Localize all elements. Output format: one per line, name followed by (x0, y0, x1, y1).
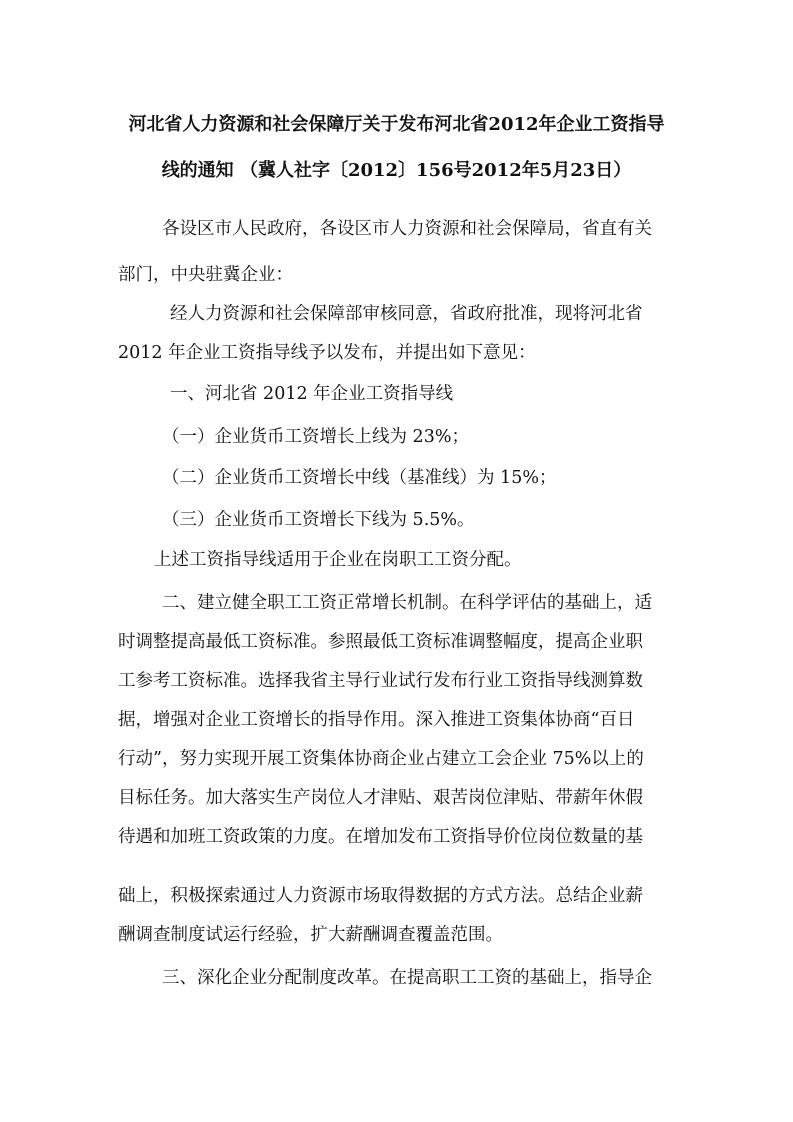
paragraph-line: 上述工资指导线适用于企业在岗职工工资分配。 (154, 550, 522, 570)
paragraph-line: 目标任务。加大落实生产岗位人才津贴、艰苦岗位津贴、带薪年休假 (118, 788, 643, 808)
paragraph-line: 础上，积极探索通过人力资源市场取得数据的方式方法。总结企业薪 (118, 886, 643, 906)
paragraph-line: 经人力资源和社会保障部审核同意，省政府批准，现将河北省 (170, 304, 643, 324)
paragraph-line: 待遇和加班工资政策的力度。在增加发布工资指导价位岗位数量的基 (118, 827, 643, 847)
paragraph-line: 二、建立健全职工工资正常增长机制。在科学评估的基础上，适 (162, 593, 652, 613)
paragraph-line: 行动”，努力实现开展工资集体协商企业占建立工会企业 75%以上的 (118, 749, 644, 769)
paragraph-line: 时调整提高最低工资标准。参照最低工资标准调整幅度，提高企业职 (118, 632, 643, 652)
document-title-line-2: 线的通知 （冀人社字〔2012〕156号2012年5月23日） (161, 160, 632, 181)
paragraph-line: 各设区市人民政府，各设区市人力资源和社会保障局，省直有关 (162, 219, 652, 239)
paragraph-line: 三、深化企业分配制度改革。在提高职工工资的基础上，指导企 (162, 968, 652, 988)
paragraph-line: 部门，中央驻冀企业： (118, 265, 293, 285)
list-item: （二）企业货币工资增长中线（基准线）为 15%； (162, 468, 557, 488)
paragraph-line: 2012 年企业工资指导线予以发布，并提出如下意见： (118, 343, 536, 363)
paragraph-line: 工参考工资标准。选择我省主导行业试行发布行业工资指导线测算数 (118, 671, 643, 691)
list-item: （一）企业货币工资增长上线为 23%； (162, 427, 469, 447)
list-item: （三）企业货币工资增长下线为 5.5%。 (162, 510, 475, 530)
paragraph-line: 酬调查制度试运行经验，扩大薪酬调查覆盖范围。 (118, 925, 503, 945)
section-heading-line: 一、河北省 2012 年企业工资指导线 (170, 384, 454, 404)
paragraph-line: 据，增强对企业工资增长的指导作用。深入推进工资集体协商“百日 (118, 710, 635, 730)
document-title-line-1: 河北省人力资源和社会保障厅关于发布河北省2012年企业工资指导 (128, 114, 665, 135)
